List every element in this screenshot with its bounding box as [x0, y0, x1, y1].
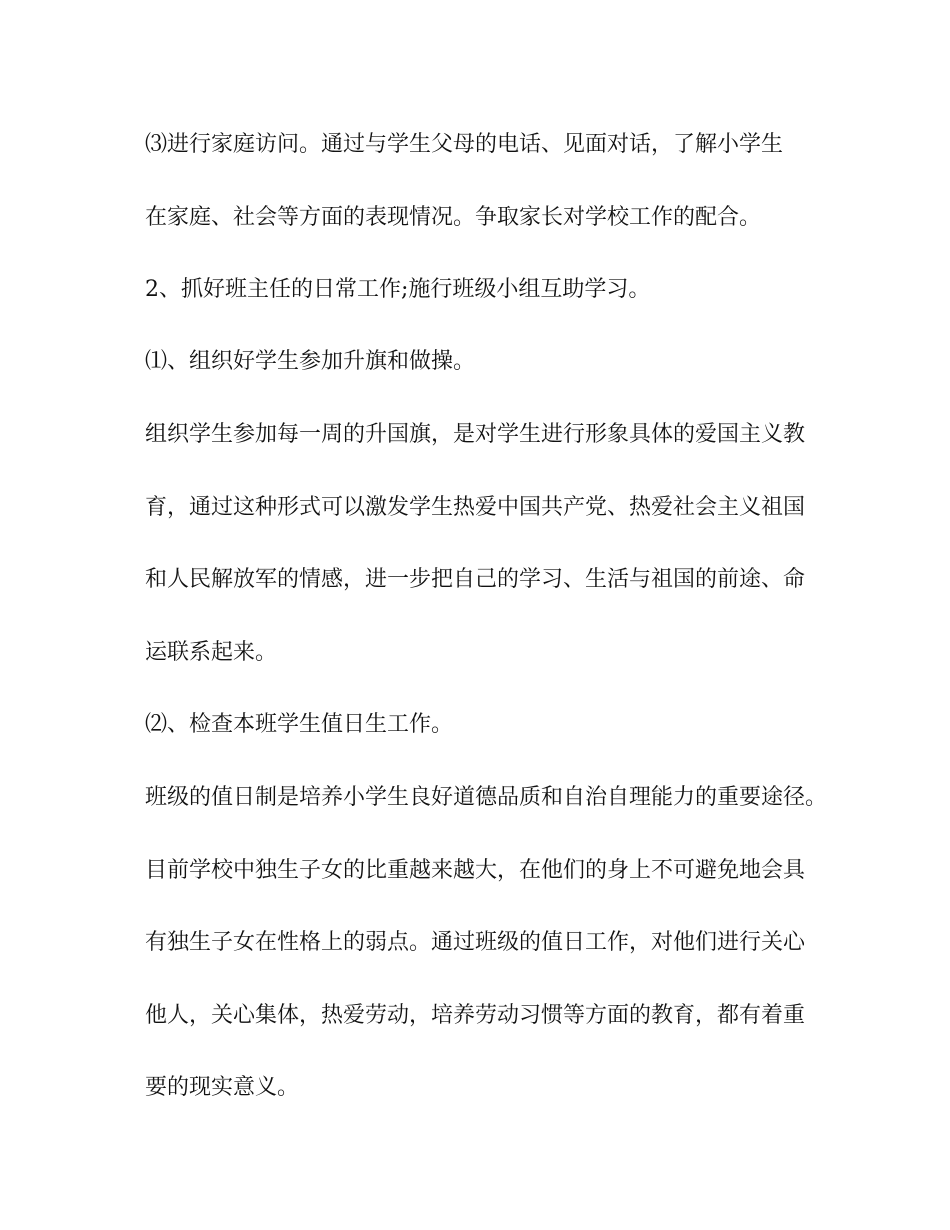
text-line-14: 要的现实意义。 — [145, 1075, 300, 1100]
text-line-5: 组织学生参加每一周的升国旗，是对学生进行形象具体的爱国主义教 — [145, 422, 806, 447]
text-line-7: 和人民解放军的情感，进一步把自己的学习、生活与祖国的前途、命 — [145, 567, 806, 592]
text-line-2: 在家庭、社会等方面的表现情况。争取家长对学校工作的配合。 — [145, 205, 762, 230]
text-line-8: 运联系起来。 — [145, 640, 278, 665]
text-line-10: 班级的值日制是培养小学生良好道德品质和自治自理能力的重要途径。 — [145, 785, 828, 810]
text-line-13: 他人，关心集体，热爱劳动，培养劳动习惯等方面的教育，都有着重 — [145, 1003, 806, 1028]
text-line-12: 有独生子女在性格上的弱点。通过班级的值日工作，对他们进行关心 — [145, 930, 806, 955]
text-line-9: ⑵、检查本班学生值日生工作。 — [145, 712, 454, 737]
text-line-4: ⑴、组织好学生参加升旗和做操。 — [145, 349, 476, 374]
text-line-3: 2、抓好班主任的日常工作;施行班级小组互助学习。 — [145, 277, 651, 302]
text-line-6: 育，通过这种形式可以激发学生热爱中国共产党、热爱社会主义祖国 — [145, 495, 806, 520]
text-line-1: ⑶进行家庭访问。通过与学生父母的电话、见面对话，了解小学生 — [145, 132, 784, 157]
text-line-11: 目前学校中独生子女的比重越来越大，在他们的身上不可避免地会具 — [145, 858, 806, 883]
